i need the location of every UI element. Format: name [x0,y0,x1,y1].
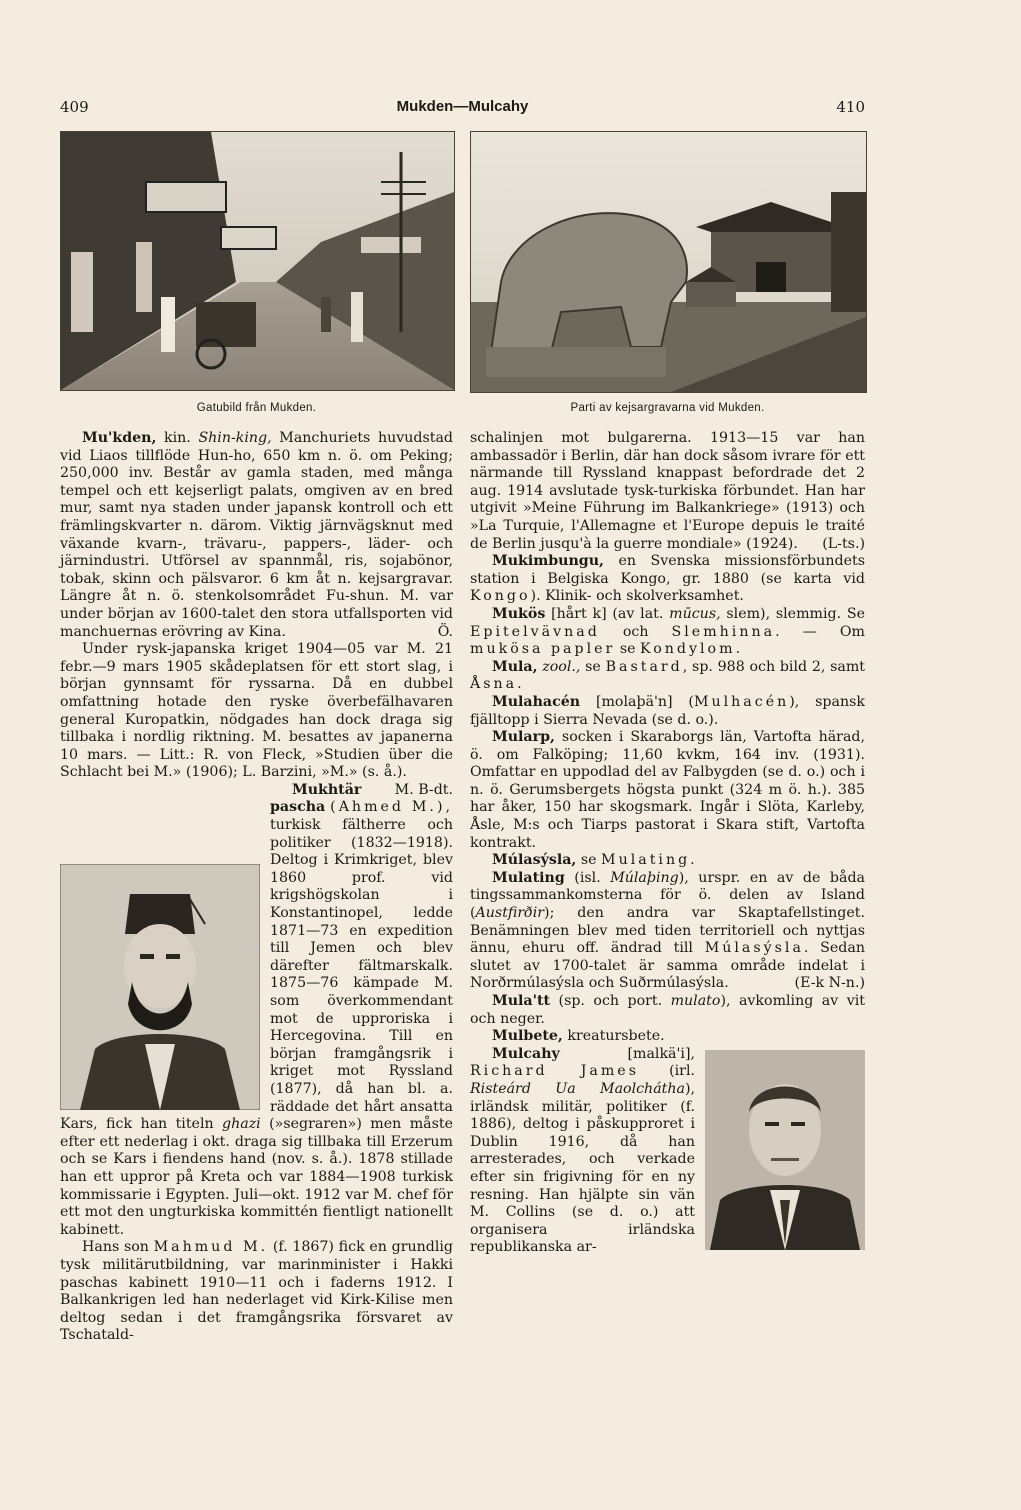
entry-text: ), avkomling av vit och neger. [470,993,865,1027]
entry-text: [molaþä'n] ( [580,693,694,710]
entry-text: (irl. [639,1063,695,1080]
icelandic-word: Múlaþing [610,869,679,886]
irish-name: Risteárd Ua Maolcháthа [470,1080,685,1097]
headword-mulbete: Mulbete, [492,1028,563,1045]
cross-ref: Epitelvävnad [470,623,600,640]
field-label: zool., [537,658,581,675]
cross-ref: Múlasýsla [704,940,804,957]
alt-name: Mulhacén [693,693,790,710]
headword-mukos: Mukös [492,605,546,622]
entry-mulbete [470,1028,865,1046]
entry-mukden-history [60,641,453,798]
foreign-word: mulato [670,993,721,1009]
running-header [60,98,865,122]
entry-mulating [470,870,865,993]
entry-continuation [470,430,865,553]
tombs-photo [470,131,867,393]
entry-text: ), urspr. en av de båda tingssammankomsterna för ö. delen av Island ( [470,869,865,922]
son-name: Mahmud M. [153,1239,269,1256]
cross-ref: Kongo [470,588,531,605]
entry-text: (f. 1867) fick en grundlig tysk militärutbildning, var marinminister i Hakki paschas kabinett 1910—11 och i faderns 1912. I Balkankrigen led han nederlaget vid Kirk-Kilise men deltog sedan i det framgångsrika försvaret av Tschatald- [60,1239,453,1344]
street-photo-caption: Gatubild från Mukden. [196,402,317,414]
page-number-right: 410 [836,98,865,116]
cross-ref: mukösa papler [470,641,616,658]
entry-text: Hans son [82,1239,154,1256]
entry-mula [470,659,865,694]
alt-name: Shin-king, [198,430,272,446]
entry-text: se [580,658,606,675]
entry-text: . [690,852,695,869]
entry-mulcahy [470,1046,865,1257]
cross-ref: Åsna [470,676,518,693]
header-title: Mukden—Mulcahy [396,98,529,115]
entry-text: se [576,852,602,869]
full-name: (Ahmed M.), [330,799,453,816]
entry-text: (isl. [564,869,611,886]
signature: (E-k N-n.) [794,975,865,992]
entry-text: [malkä'i], [559,1045,695,1062]
cross-ref: Kondylom [640,641,736,658]
entry-text: (sp. och port. [550,993,671,1009]
entry-text: . [517,676,522,693]
entry-text: schalinjen mot bulgarerna. 1913—15 var han ambassadör i Berlin, där han dock såsom ivrare för ett närmande till Ryssland knappast befordrade det 2 aug. 1914 avslutade tysk-turkiska förbundet. Han har utgivit »Meine Führung im Balkankriege» (1913) och »La Turquie, l'Allemagne et l'Europe depuis le traité de Berlin jusqu'à la guerre mondiale» (1924). [470,430,865,552]
entry-text: (»segraren») men måste efter ett nederlag i okt. draga sig tillbaka till Erzerum och se Kars i fiendens hand (nov. s. å.). 1878 stillade han ett uppror på Kreta och var 1884—1908 turkisk kommissarie i Egypten. Juli—okt. 1912 var M. chef för ett mot den ungturkiska kommittén fientligt nationellt kabinett. [60,1116,453,1238]
entry-text: se [615,641,641,658]
signature: Ö. [437,623,453,640]
headword-mukimbungu: Mukimbungu, [492,553,604,570]
entry-mularp [470,729,865,852]
entry-mukos [470,606,865,659]
cross-ref: Bastard [605,658,683,675]
signature: M. B-dt. [394,781,453,798]
cross-ref: Slemhinna [671,623,776,640]
headword-mulasysla: Múlasýsla, [492,852,577,869]
entry-text: och [599,623,672,640]
page-number-left: 409 [60,98,89,116]
entry-text: kin. [156,430,199,446]
headword-mulcahy: Mulcahy [492,1045,560,1062]
entry-mahmud [60,1239,453,1345]
icelandic-word: Austfirðir [475,905,545,922]
headword-mulating: Mulating [492,869,565,886]
street-photo [60,131,455,391]
entry-text: . [735,641,741,658]
entry-mukimbungu [470,553,865,606]
cross-ref: Mulating [601,852,691,869]
entry-mukhtar [60,782,453,1239]
entry-text: ), spansk fjälltopp i Sierra Nevada (se d. o.). [470,693,865,728]
signature: (L-ts.) [822,535,865,552]
headword-mula: Mula, [492,658,538,675]
entry-text: Under rysk-japanska kriget 1904—05 var M. 21 febr.—9 mars 1905 skådeplatsen för ett stort slag, i början gynnsamt för ryssarna. Då en dubbel omfattning hotade den ryske överbefälhavaren general Kuropatkin, nödgades han dock draga sig tillbaka i nordlig riktning. M. besattes av japanerna 10 mars. — Litt.: R. von Fleck, »Studien über die Schlacht bei M.» (1906); L. Barzini, »M.» (s. å.). [60,641,453,781]
headword-mukden: Mu'kden, [82,430,157,446]
full-name: Richard James [470,1063,639,1080]
entry-mukden [60,430,453,641]
entry-text: ), irländsk militär, politiker (f. 1886), deltog i påskupproret i Dublin 1916, då han arresterades, och verkade efter sin frigivning för en ny resning. Han hjälpte sin vän M. Collins (se d. o.) att organisera irländska republikanska ar- [470,1080,695,1256]
entry-text: . — Om [775,623,865,640]
entry-mulasysla [470,852,865,870]
left-column [60,430,453,1345]
entry-text: turkisk fältherre och politiker (1832—1918). Deltog i Krimkriget, blev 1860 prof. vid krigshögskolan i Konstantinopel, ledde 1871—73 en expedition till Jemen och blev därefter fältmarskalk. 1875—76 kämpade M. som överkommendant mot de upproriska i Hercegovina. Till en början framgångsrik i kriget mot Ryssland (1877), då han bl. a. räddade det hårt ansatta Kars, fick han titeln [60,817,453,1133]
entry-mulatt [470,993,865,1028]
headword-mukhtar: Mukhtär pascha [270,781,362,816]
entry-text: socken i Skaraborgs län, Vartofta härad, ö. om Falköping; 11,60 kvkm, 164 inv. (1931). Omfattar en uppodlad del av Falbygden (se d. o.) och i n. ö. Gerumsbergets högsta punkt (324 m ö. h.). 385 har åker, 150 har skogsmark. Ingår i Slöta, Karleby, Åsle, M:s och Tiarps pastorat i Skara stift, Vartofta kontrakt. [470,729,865,851]
entry-mulhacen [470,694,865,729]
headword-mularp: Mularp, [492,729,555,746]
entry-text: slem), slemmig. Se [720,605,866,622]
mukhtar-portrait [60,864,260,1110]
mulcahy-portrait [705,1050,865,1250]
headword-mulhacen: Mulahacén [492,693,581,710]
entry-text: . Sedan slutet av 1700-talet är samma område indelat i Norðrmúlasýsla och Suðrmúlasýsla. [470,940,865,992]
entry-text: kreatursbete. [562,1028,665,1045]
latin-word: mūcus, [669,605,721,622]
entry-text: , sp. 988 och bild 2, samt [682,658,865,675]
tombs-photo-caption: Parti av kejsargravarna vid Mukden. [570,402,765,414]
entry-text: Manchuriets huvudstad vid Liaos tillflöde Hun-ho, 650 km n. ö. om Peking; 250,000 inv. Består av gamla staden, med många tempel och ett kejserligt palats, omgiven av en bred mur, samt nya staden under japansk kontroll och ett främlingskvarter n. därom. Viktig järnvägsknut med växande kvarn-, trävaru-, pappers-, läder- och järnindustri. Utförsel av spannmål, ris, sojabönor, tobak, skinn och pälsvaror. 6 km åt n. kejsargravar. Längre åt n. ö. stenkolsområdet Fu-shun. M. var under början av 1600-talet den stora utfallsporten vid manchuernas erövring av Kina. [60,430,453,640]
title-ghazi: ghazi [222,1116,261,1133]
right-column [470,430,865,1257]
entry-text: en Svenska missionsförbundets station i Belgiska Kongo, gr. 1880 (se karta vid [470,553,865,587]
entry-text: [hårt k] (av lat. [545,605,670,622]
headword-mulatt: Mula'tt [492,993,551,1009]
entry-text: ). Klinik- och skolverksamhet. [530,588,744,605]
entry-text: ); den andra var Skaptafellstinget. Benämningen blev med tiden territoriell och nyttjas ännu, ehuru off. ändrad till [470,905,865,957]
